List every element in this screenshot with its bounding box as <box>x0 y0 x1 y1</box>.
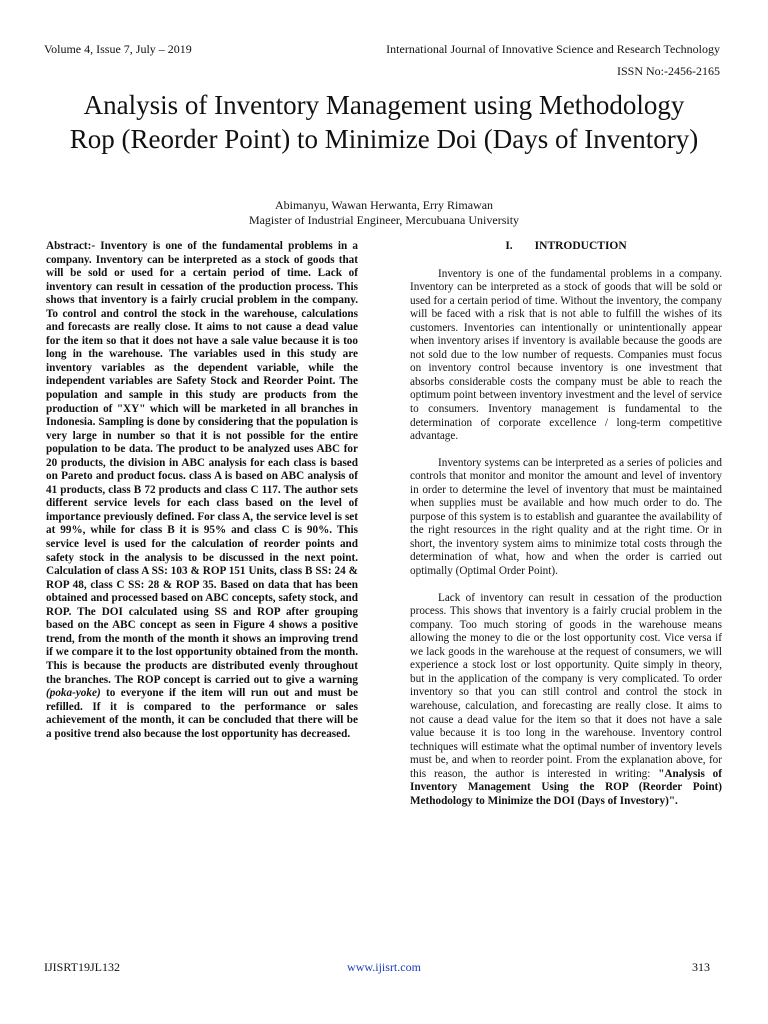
abstract-text-end: to everyone if the item will run out and must be refilled. If it is compared to the performance or sales achievement of the month, it can be concluded that there will be a positive trend also because the lost opportunity has decreased. <box>46 687 358 740</box>
intro-paragraph-2: Inventory systems can be interpreted as a series of policies and controls that monitor and monitor the amount and level of inventory in order to determine the level of inventory that must be maintained when supplies must be available and how much order to do. The purpose of this system is to establish and guarantee the availability of the right resources in the right quality and at the right time. Or in short, the inventory system aims to minimize total costs through the determination of what, how and when the order is carried out optimally (Optimal Order Point). <box>410 456 722 578</box>
abstract-italic-term: (poka-yoke) <box>46 687 101 700</box>
header-volume: Volume 4, Issue 7, July – 2019 <box>44 42 192 56</box>
intro-paragraph-3-text: Lack of inventory can result in cessation of the production process. This shows that inventory is a fairly crucial problem in the company. Too much storing of goods in the warehouse means allowing the money to die or the lost opportunity cost. Vice versa if we lack goods in the warehouse at the request of consumers, we will experience a stock lost or lost opportunity. Quite simply in theory, but in the application of the company is very complicated. To order inventory so that you can still control and control the stock in warehouse, calculation, and forecasting are really close. It aims to not cause a dead value for the item so that it does not have a sale value because it is too long in the warehouse. Inventory control techniques will estimate what the optimal number of inventory levels must be, and when to reorder point. From the explanation above, for this reason, the author is interested in writing: <box>410 591 722 780</box>
intro-paragraph-1: Inventory is one of the fundamental problems in a company. Inventory can be interpreted as a stock of goods that will be sold or used for a certain period of time. Without the inventory, the company will be faced with a risk that is not able to fulfill the wishes of its customers. Inventories can intentionally or unintentionally appear when inventory arises if inventory is available because the goods are not sold due to the low number of requests. Companies must focus on inventory control because inventory is one investment that absorbs considerable costs the company must be able to reach the optimum point between inventory investment and the level of service to consumers. Inventory management is fundamental to the determination of corporate excellence / long-term competitive advantage. <box>410 267 722 443</box>
abstract-column <box>46 240 358 741</box>
footer-url-link[interactable]: www.ijisrt.com <box>347 960 421 974</box>
paper-affiliation: Magister of Industrial Engineer, Mercubuana University <box>248 213 520 227</box>
abstract-text: Abstract:- Inventory is one of the fundamental problems in a company. Inventory can be interpreted as a stock of goods that will be sold or used for a certain period of time. Lack of inventory can result in cessation of the production process. This shows that inventory is a fairly crucial problem in the company. To control and control the stock in the warehouse, calculations and forecasts are really close. It aims to not cause a dead value for the item so that it does not have a sale value because it is too long in the warehouse. The variables used in this study are inventory variables as the dependent variable, while the independent variables are Safety Stock and Reorder Point. The population and sample in this study are products from the production of "XY" which will be marketed in all branches in Indonesia. Sampling is done by considering that the population is very large in number so that it is not possible for the entire population to be data. The product to be analyzed uses ABC for 20 products, the division in ABC analysis for each class is based on Pareto and product focus. class A is based on ABC analysis of 41 products, class B 72 products and class C 117. The author sets different service levels for each class based on the level of importance previously defined. For class A, the service level is set at 99%, while for class B it is 95% and class C is 90%. This service level is used for the calculation of reorder points and safety stock in the analysis to be discussed in the next point. Calculation of class A SS: 103 & ROP 151 Units, class B SS: 24 & ROP 48, class C SS: 28 & ROP 35. Based on data that has been obtained and processed based on ABC concepts, safety stock, and ROP. The DOI calculated using SS and ROP after grouping based on the ABC concept as seen in Figure 4 shows a positive trend, from the month of the month it shows an improving trend if we compare it to the lost opportunity obtained from the month. This is because the products are distributed evenly throughout the branches. The ROP concept is carried out to give a warning <box>46 240 358 686</box>
paper-authors: Abimanyu, Wawan Herwanta, Erry Rimawan <box>274 198 494 212</box>
intro-paragraph-3-title: "Analysis of Inventory Management Using the ROP (Reorder Point) Methodology to Minimize the DOI (Days of Investory)". <box>410 767 723 807</box>
introduction-column <box>410 240 722 821</box>
section-number: I. <box>505 240 513 252</box>
section-title: INTRODUCTION <box>534 240 627 252</box>
footer-page-number: 313 <box>692 960 710 974</box>
paper-title: Analysis of Inventory Management using Methodology Rop (Reorder Point) to Minimize Doi (Days of Inventory) <box>69 90 699 154</box>
footer-code: IJISRT19JL132 <box>44 960 120 974</box>
section-heading <box>410 240 722 254</box>
header-journal: International Journal of Innovative Science and Research Technology <box>386 42 720 56</box>
header-issn: ISSN No:-2456-2165 <box>616 64 720 78</box>
intro-paragraph-3 <box>410 592 722 809</box>
